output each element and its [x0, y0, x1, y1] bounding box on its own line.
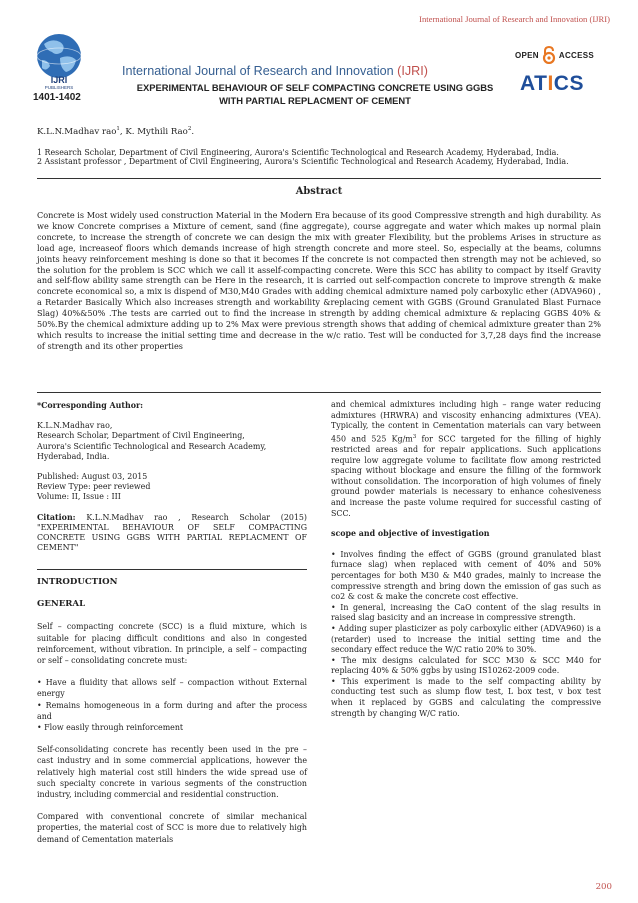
ijri-logo	[30, 30, 88, 90]
intro-bullet-3: • Flow easily through reinforcement	[37, 723, 184, 733]
scope-bullet-3: • Adding super plasticizer as poly carboxylic either (ADVA960) is a (retarder) used to increase the initial setting time and the secondary effect reduce the W/C ratio 20% to 30%.	[331, 623, 601, 655]
published-date: Published: August 03, 2015	[37, 472, 148, 482]
scope-bullet-4: • The mix designs calculated for SCC M30 & SCC M40 for replacing 40% & 50% ggbs by using IS10262-2009 code.	[331, 655, 601, 676]
scope-bullet-5: • This experiment is made to the self compacting ability by conducting test such as slump flow test, L box test, v box test when it replaced by GGBS and calculating the compressive strength by changing W/C ratio.	[331, 676, 601, 718]
affiliation-1: 1 Research Scholar, Department of Civil Engineering, Aurora's Scientific Technological and Research Academy, Hyderabad, India.	[37, 148, 559, 157]
corresponding-position: Research Scholar, Department of Civil Engineering,	[37, 431, 245, 441]
divider	[37, 569, 307, 570]
review-type: Review Type: peer reviewed	[37, 482, 151, 492]
paper-title-line1: EXPERIMENTAL BEHAVIOUR OF SELF COMPACTING CONCRETE USING GGBS	[136, 82, 494, 93]
intro-paragraph-2: Self-consolidating concrete has recently been used in the pre – cast industry and in some commercial applications, however the relatively high material cost still hinders the wide spread use of such specialty concrete in various segments of the construction industry, including commercial and residential construction.	[37, 745, 307, 800]
citation	[37, 513, 307, 554]
svg-text:PUBLISHERS: PUBLISHERS	[44, 85, 74, 90]
paper-title	[100, 82, 530, 107]
journal-name	[122, 64, 428, 78]
right-paragraph-1: and chemical admixtures including high – range water reducing admixtures (HRWRA) and viscosity enhancing admixtures (VEA). Typically, the content in Cementation materials can vary between 450 and 525 $Kg/m^3$ for SCC targeted for the filling of highly restricted areas and for repair applications. Such applications require low aggregate volume to facilitate flow among restricted spacing without blockage and ensure the filling of the formwork without consolidation. The incorporation of high volumes of finely ground powder materials is necessary to enhance cohesiveness and increase the paste volume required for successful casting of SCC.	[331, 400, 601, 518]
scope-bullet-1: • Involves finding the effect of GGBS (ground granulated blast furnace slag) when replaced with cement of 40% and 50% percentages for both M30 & M40 grades, mainly to increase the compressive strength and bring down the emission of gas such as co2 & cost & make the concrete cost effective.	[331, 549, 601, 602]
issn: 1401-1402	[33, 92, 81, 103]
svg-text:IJRI: IJRI	[50, 75, 68, 85]
corresponding-name: K.L.N.Madhav rao,	[37, 421, 113, 431]
intro-paragraph-1: Self – compacting concrete (SCC) is a fluid mixture, which is suitable for placing difficult conditions and also in congested reinforcement, without vibration. In principle, a self – compacting or self – consolidating concrete must:	[37, 622, 307, 666]
authors: K.L.N.Madhav rao$^1$, K. Mythili Rao$^2$.	[37, 126, 195, 137]
open-access-text-1: OPEN	[515, 50, 539, 60]
scope-bullet-2: • In general, increasing the CaO content of the slag results in raised slag basicity and an increase in compressive strength.	[331, 602, 601, 623]
intro-paragraph-3: Compared with conventional concrete of similar mechanical properties, the material cost of SCC is more due to relatively high demand of Cementation materials	[37, 812, 307, 844]
corresponding-label: *Corresponding Author:	[37, 401, 144, 410]
scope-heading: scope and objective of investigation	[331, 529, 490, 539]
corresponding-author-block	[37, 401, 307, 553]
citation-text: K.L.N.Madhav rao , Research Scholar (2015) "EXPERIMENTAL BEHAVIOUR OF SELF COMPACTING CONCRETE USING GGBS WITH PARTIAL REPLACMENT OF CEMENT"	[37, 512, 307, 553]
open-lock-icon	[542, 46, 556, 64]
page-number: 200	[595, 882, 612, 892]
abstract-title: Abstract	[295, 186, 343, 197]
divider	[37, 392, 601, 393]
introduction-section	[37, 577, 307, 845]
journal-name-text: International Journal of Research and Innovation	[122, 64, 398, 78]
right-column	[331, 400, 601, 719]
affiliation-2: 2 Assistant professor , Department of Civil Engineering, Aurora's Scientific Technological and Research Academy, Hyderabad, India.	[37, 157, 569, 166]
volume-issue: Volume: II, Issue : III	[37, 492, 121, 502]
citation-label: Citation:	[37, 512, 76, 522]
journal-abbr: (IJRI)	[397, 64, 428, 78]
divider	[37, 178, 601, 179]
corresponding-city: Hyderabad, India.	[37, 451, 110, 461]
intro-heading: INTRODUCTION	[37, 577, 118, 587]
globe-icon	[30, 30, 88, 90]
intro-bullet-2: • Remains homogeneous in a form during and after the process and	[37, 700, 307, 721]
open-access-badge	[515, 46, 594, 64]
running-header: International Journal of Research and Innovation (IJRI)	[419, 14, 610, 24]
paper-title-line2: WITH PARTIAL REPLACMENT OF CEMENT	[219, 94, 411, 106]
intro-bullet-1: • Have a fluidity that allows self – compaction without External energy	[37, 678, 307, 699]
open-access-text-2: ACCESS	[558, 50, 595, 60]
atics-logo: ATICS	[520, 72, 584, 95]
abstract-text: Concrete is Most widely used construction Material in the Modern Era because of its good Compressive strength and high durability. As we know Concrete comprises a Mixture of cement, sand (fine aggregate), course aggregate and water which makes up normal plain concrete, to increase the strength of concrete we can design the mix with greater Flexibility, but the problems Arises in structure as load age, increaseof floors which demands increase of high strength concrete and more steel. So, especially at the beams, columns joints heavy reinforcement meshing is done so that it becomes If the concrete is not compacted then strength may not be achieved, so the solution for the problem is SCC which we call it asself-compacting concrete. Were this SCC has ability to compact by itself Gravity and self-flow ability same strength can be Here in the research, it is carried out self-compaction concrete to improve strength & make concrete economical so, a mix is dispend of M30,M40 Grades with adding chemical admixture named poly carboxylic ether (ADVA960) , a Retarder Basically Which also increases strength and workability &replacing cement with GGBS (Ground Granulated Blast Furnace Slag) 40%&50% .The tests are carried out to find the increase in strength by adding chemical admixture & replacing GGBS 40% & 50%.By the chemical admixture adding up to 2% Max were previous strength shows that adding of chemical admixture greater than 2% which results to increase the initial setting time and decrease in the w/c ratio. Test will be conducted for 3,7,28 days find the increase of strength and its other properties	[37, 210, 601, 351]
corresponding-institution: Aurora's Scientific Technological and Research Academy,	[37, 441, 267, 451]
general-heading: GENERAL	[37, 599, 86, 610]
